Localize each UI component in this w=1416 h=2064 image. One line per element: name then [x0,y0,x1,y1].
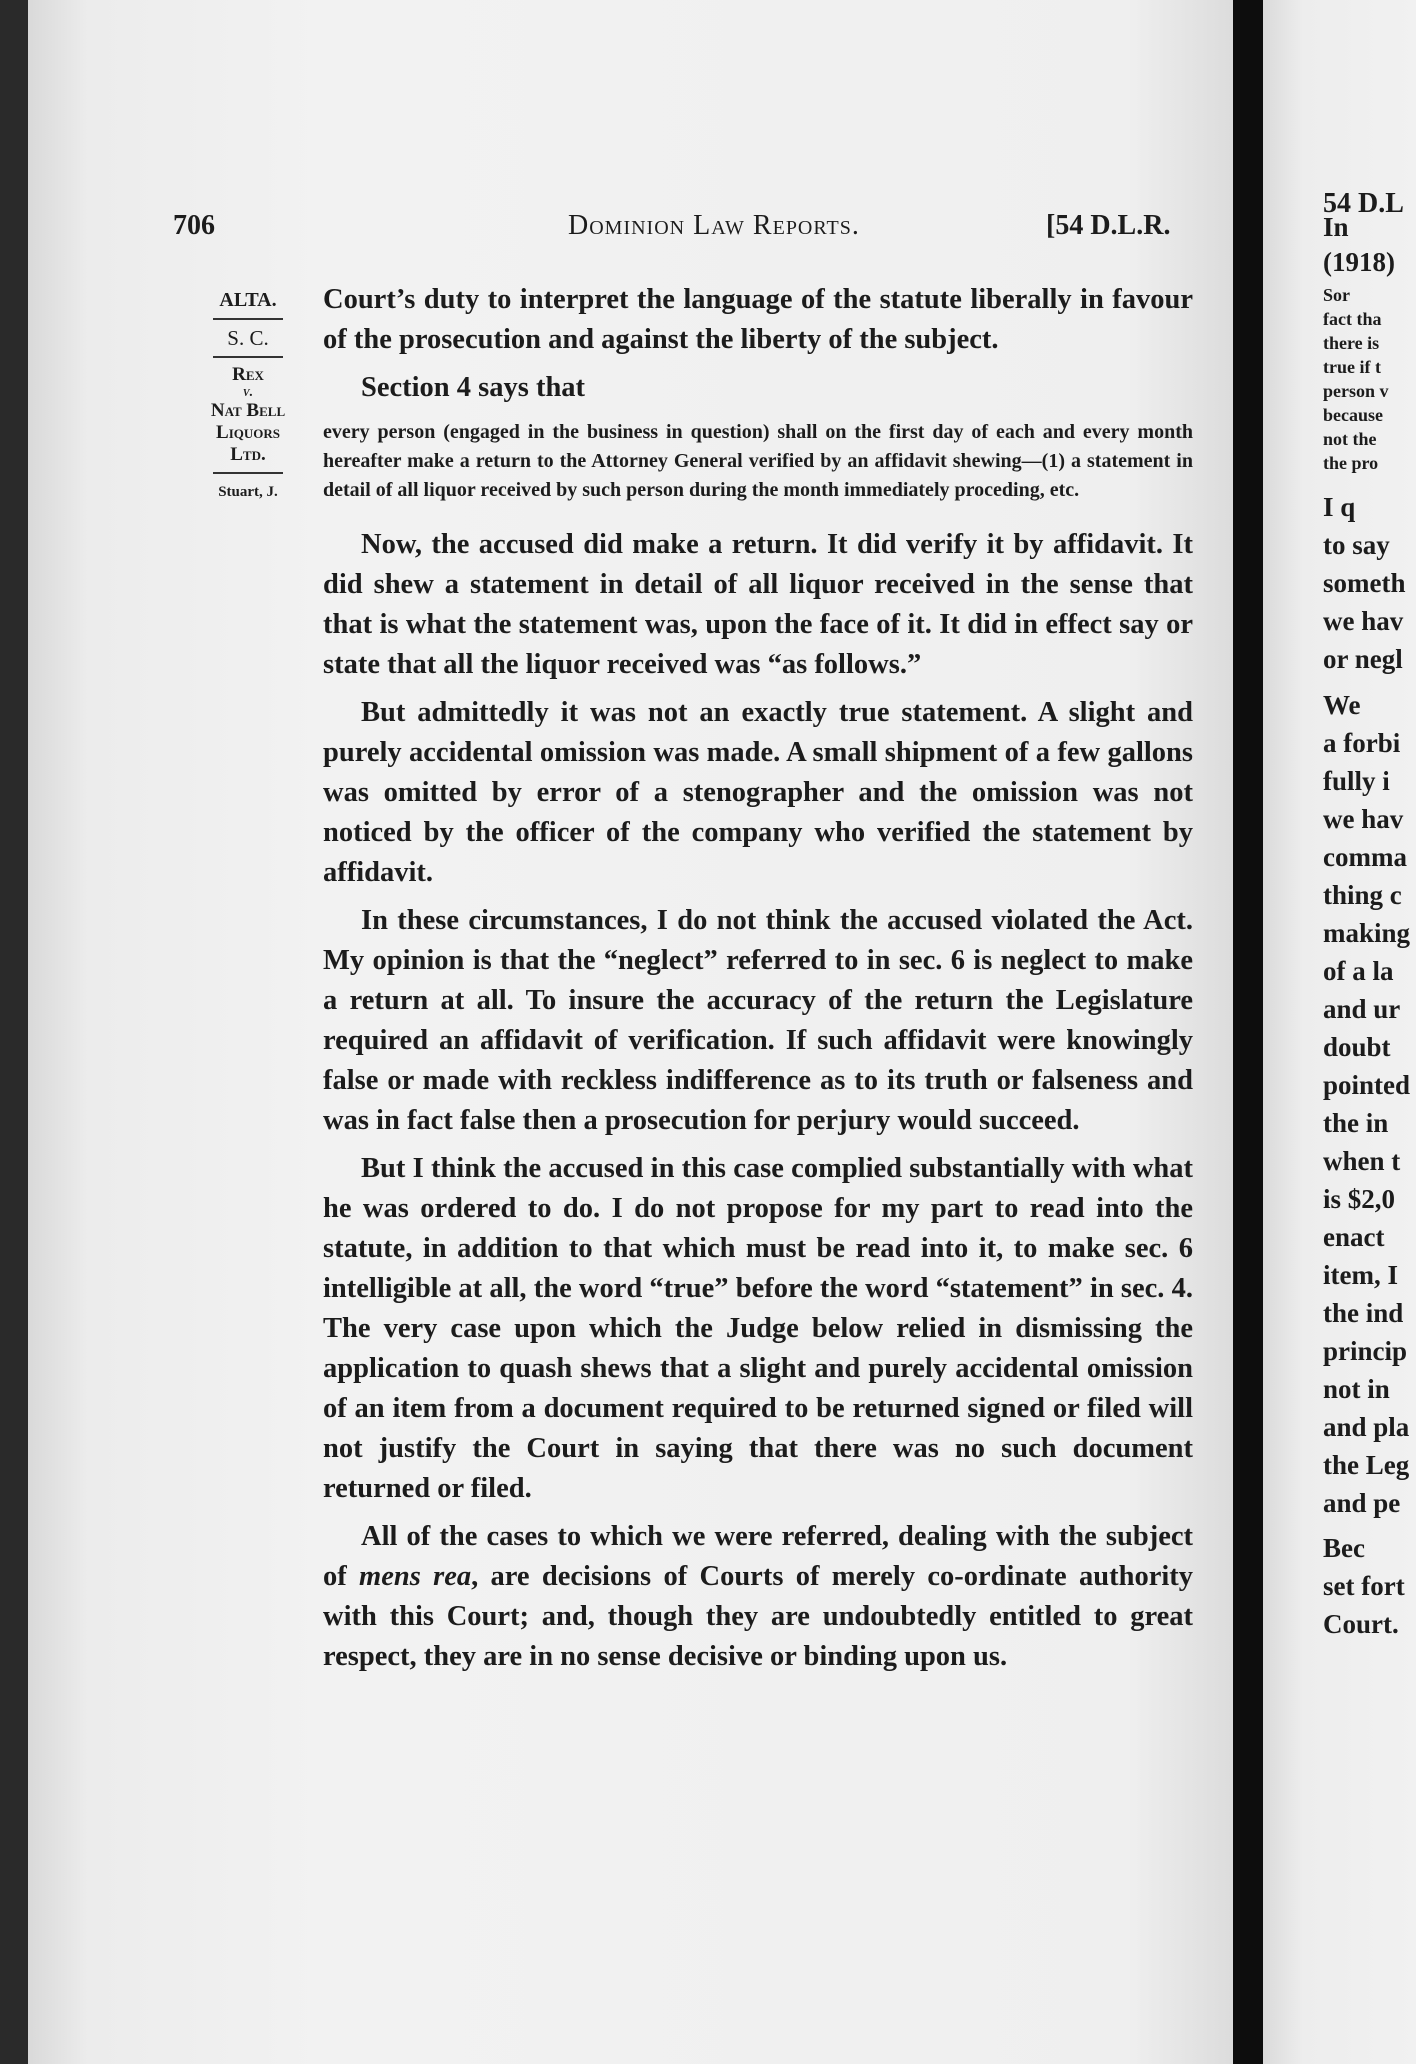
right-page-line: We [1323,690,1361,720]
right-page-line: In [1323,212,1349,242]
right-page-line: the pro [1323,453,1379,473]
right-page-line: of a la [1323,956,1394,986]
margin-court: S. C. [227,326,269,350]
right-page-line: a forbi [1323,728,1401,758]
paragraph: Court’s duty to interpret the language of the statute liberally in favour of the prosecution and against the liberty of the subject. [323,284,1193,355]
right-page-line: there is [1323,333,1380,353]
paragraph: Section 4 says that [361,372,586,403]
right-page-line: and ur [1323,994,1401,1024]
right-page-line: Court. [1323,1609,1399,1639]
right-page-line: doubt [1323,1032,1391,1062]
right-page-line: when t [1323,1146,1401,1176]
right-page-line: we hav [1323,606,1404,636]
right-page-line: princip [1323,1336,1408,1366]
right-page-line: the ind [1323,1298,1404,1328]
right-page-line: thing c [1323,880,1402,910]
margin-rule [213,356,283,358]
margin-case-name: Ltd. [230,444,266,465]
right-page-line: person v [1323,381,1389,401]
margin-case-name: Rex [232,364,264,385]
right-page-line: not in [1323,1374,1390,1404]
right-page-line: and pla [1323,1412,1410,1442]
paragraph [323,1517,1193,1677]
margin-case-name: Nat Bell [210,400,286,421]
page-number: 706 [173,210,215,241]
right-page-line: is $2,0 [1323,1184,1396,1214]
paragraph: Now, the accused did make a return. It did verify it by affidavit. It did shew a statement in detail of all liquor received in the sense that that is what the statement was, upon the face of it. It did in effect say or state that all the liquor received was “as follows.” [323,529,1193,680]
right-page-line: pointed [1323,1070,1411,1100]
block-quote: every person (engaged in the business in question) shall on the first day of each and every month hereafter make a return to the Attorney General verified by an affidavit shewing—(1) a statement in detail of all liquor received by such person during the month immediately proceding, etc. [323,421,1193,501]
margin-province: ALTA. [219,289,277,311]
right-page-line: because [1323,405,1383,425]
right-page-line: the in [1323,1108,1389,1138]
right-page-line: comma [1323,842,1407,872]
right-page-line: making [1323,918,1411,948]
paragraph: But I think the accused in this case complied substantially with what he was ordered to do. I do not propose for my part to read into the statute, in addition to that which must be read into it, to make sec. 6 intelligible at all, the word “true” before the word “statement” in sec. 4. The very case upon which the Judge below relied in dismissing the application to quash shews that a slight and purely accidental omission of an item from a document required to be returned signed or filed will not justify the Court in saying that there was no such document returned or filed. [323,1153,1193,1504]
margin-rule [213,318,283,320]
page-gutter [1233,0,1263,2064]
right-page-line: I q [1323,492,1356,522]
right-page-line: fully i [1323,766,1390,796]
paragraph: In these circumstances, I do not think the accused violated the Act. My opinion is that the “neglect” referred to in sec. 6 is neglect to make a return at all. To insure the accuracy of the return the Legislature required an affidavit of verification. If such affidavit were knowingly false or made with reckless indifference as to its truth or falseness and was in fact false then a prosecution for perjury would succeed. [323,905,1193,1136]
right-page-line: set fort [1323,1571,1405,1601]
paragraph-text: All of the cases to which we were referred, dealing with the subject of [323,1521,1193,1592]
right-page-line: (1918) [1323,247,1395,277]
margin-case-name: Liquors [216,422,280,443]
right-page-line: Bec [1323,1533,1365,1563]
paragraph-text: , are decisions of Courts of merely co-ordinate authority with this Court; and, though they are undoubtedly entitled to great respect, they are in no sense decisive or binding upon us. [323,1561,1193,1672]
scan-left-edge [0,0,28,2064]
margin-rule [213,472,283,474]
right-page-line: or negl [1323,644,1403,674]
right-page-line: not the [1323,429,1377,449]
body-text [323,280,1193,1685]
right-page-line: enact [1323,1222,1385,1252]
margin-judge: Stuart, J. [218,484,278,500]
running-title: Dominion Law Reports. [568,210,860,241]
right-page-header: 54 D.L [1323,188,1404,219]
left-page [28,0,1233,2064]
margin-case-versus: v. [242,385,254,400]
right-page-line: Sor [1323,285,1350,305]
right-page-line: to say [1323,530,1390,560]
volume-reference: [54 D.L.R. [1046,210,1171,241]
right-page-line: the Leg [1323,1450,1410,1480]
right-page-line: and pe [1323,1488,1401,1518]
right-page-line: fact tha [1323,309,1382,329]
latin-term: mens rea [359,1561,472,1592]
right-page-line: someth [1323,568,1406,598]
margin-notes [188,288,308,504]
right-page [1263,0,1416,2064]
right-page-line: item, I [1323,1260,1398,1290]
right-page-line: true if t [1323,357,1381,377]
paragraph: But admittedly it was not an exactly true statement. A slight and purely accidental omission was made. A small shipment of a few gallons was omitted by error of a stenographer and the omission was not noticed by the officer of the company who verified the statement by affidavit. [323,697,1193,888]
right-page-line: we hav [1323,804,1404,834]
